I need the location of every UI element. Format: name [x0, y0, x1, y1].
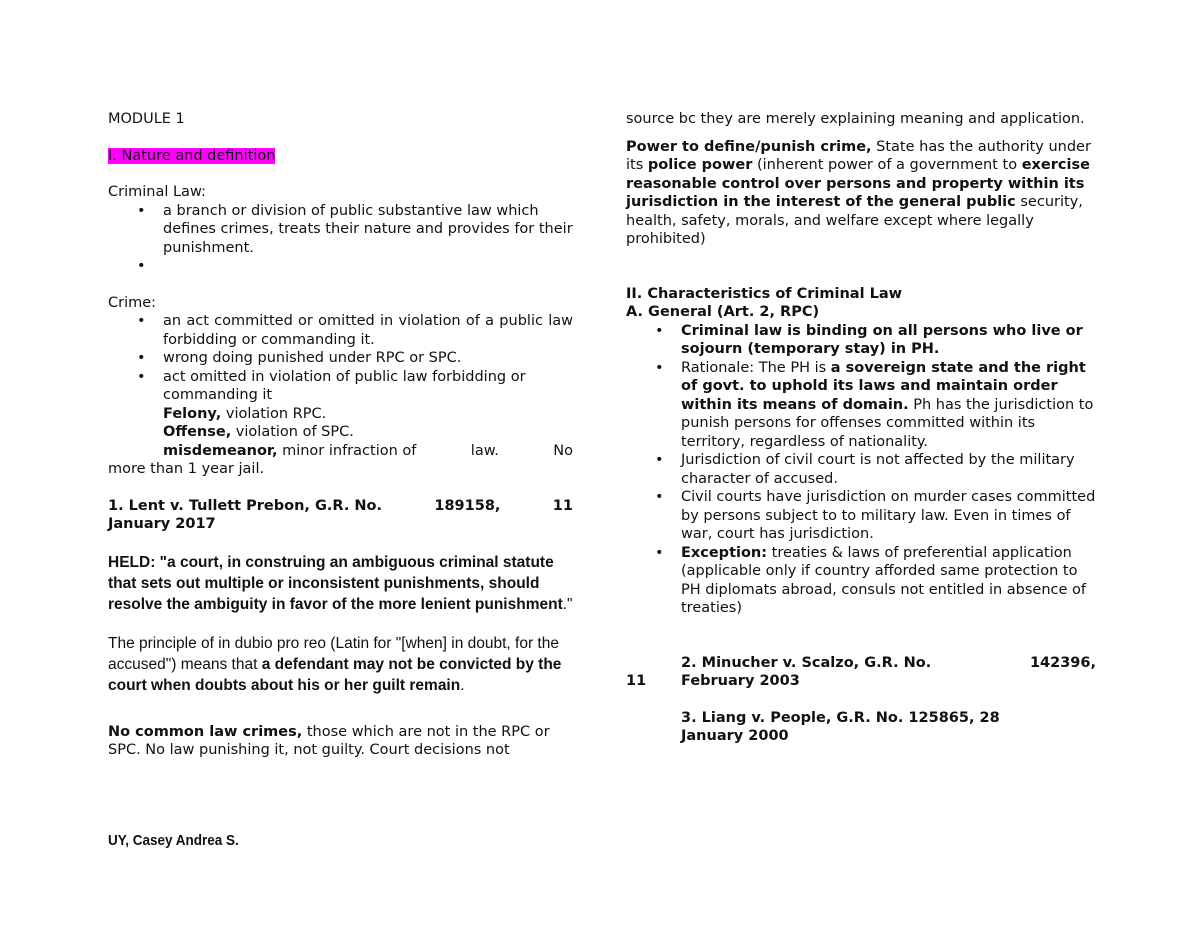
crime-label: Crime:: [108, 294, 157, 311]
list-item: • Rationale: The PH is a sovereign state and the right of govt. to uphold its laws and maintain order within its means of domain. Ph has the jurisdiction to punish persons for offenses committed within its territory, regardless of nationality.: [626, 359, 1096, 452]
section-2-heading: II. Characteristics of Criminal Law: [626, 285, 903, 302]
power-paragraph: Power to define/punish crime, State has the authority under its police power (inherent power of a government to exercise reasonable control over persons and property within its jurisdiction in the interest of the general public security, health, safety, morals, and welfare except where legally prohibited): [626, 138, 1091, 247]
empty-list-item: [108, 257, 573, 276]
left-column: [108, 110, 573, 760]
misdemeanor-definition-cont: more than 1 year jail.: [108, 461, 265, 477]
case-1-date: January 2017: [108, 516, 216, 532]
case-2-date: 11 February 2003: [626, 673, 800, 689]
list-item: • act omitted in violation of public law forbidding or commanding it: [108, 368, 573, 405]
held-paragraph: HELD: "a court, in construing an ambiguous criminal statute that sets out multiple or inconsistent punishments, should resolve the ambiguity in favor of the more lenient punishment.": [108, 553, 573, 613]
case-3-title: 3. Liang v. People, G.R. No. 125865, 28: [681, 709, 1000, 726]
highlighted-heading: I. Nature and definition: [108, 147, 276, 164]
subsection-a-heading: A. General (Art. 2, RPC): [626, 304, 820, 320]
case-3-date: January 2000: [681, 728, 789, 744]
list-item: • Criminal law is binding on all persons who live or sojourn (temporary stay) in PH.: [626, 322, 1096, 359]
list-item: • wrong doing punished under RPC or SPC.: [108, 349, 573, 368]
list-item: • an act committed or omitted in violation of a public law forbidding or commanding it.: [108, 312, 573, 349]
no-common-law-paragraph: No common law crimes, those which are not in the RPC or SPC. No law punishing it, not guilty. Court decisions not: [108, 723, 550, 758]
case-2-title: 2. Minucher v. Scalzo, G.R. No. 142396,: [681, 654, 1096, 671]
list-item: • Civil courts have jurisdiction on murder cases committed by persons subject to to military law. Even in times of war, court has jurisdiction.: [626, 488, 1096, 544]
criminal-law-list: [108, 202, 573, 276]
felony-definition: Felony, violation RPC.: [163, 405, 327, 422]
characteristics-list: [626, 322, 1096, 618]
list-item: • Exception: treaties & laws of preferential application (applicable only if country afforded same protection to PH diplomats abroad, consuls not entitled in absence of treaties): [626, 544, 1096, 618]
module-title: MODULE 1: [108, 111, 185, 127]
criminal-law-label: Criminal Law:: [108, 184, 206, 200]
section-heading: [108, 147, 573, 166]
offense-definition: Offense, violation of SPC.: [163, 424, 354, 440]
list-item: • Jurisdiction of civil court is not affected by the military character of accused.: [626, 451, 1096, 488]
misdemeanor-definition: misdemeanor, minor infraction of law. No: [163, 442, 573, 459]
list-item: • a branch or division of public substantive law which defines crimes, treats their nature and provides for their punishment.: [108, 202, 573, 258]
case-1-title: 1. Lent v. Tullett Prebon, G.R. No. 189158, 11: [108, 497, 573, 514]
crime-list: [108, 312, 573, 405]
author-footer: UY, Casey Andrea S.: [108, 832, 239, 849]
right-column: [626, 110, 1096, 746]
principle-paragraph: The principle of in dubio pro reo (Latin for "[when] in doubt, for the accused") means that a defendant may not be convicted by the court when doubts about his or her guilt remain.: [108, 634, 562, 694]
continuation-text: source bc they are merely explaining meaning and application.: [626, 111, 1085, 127]
